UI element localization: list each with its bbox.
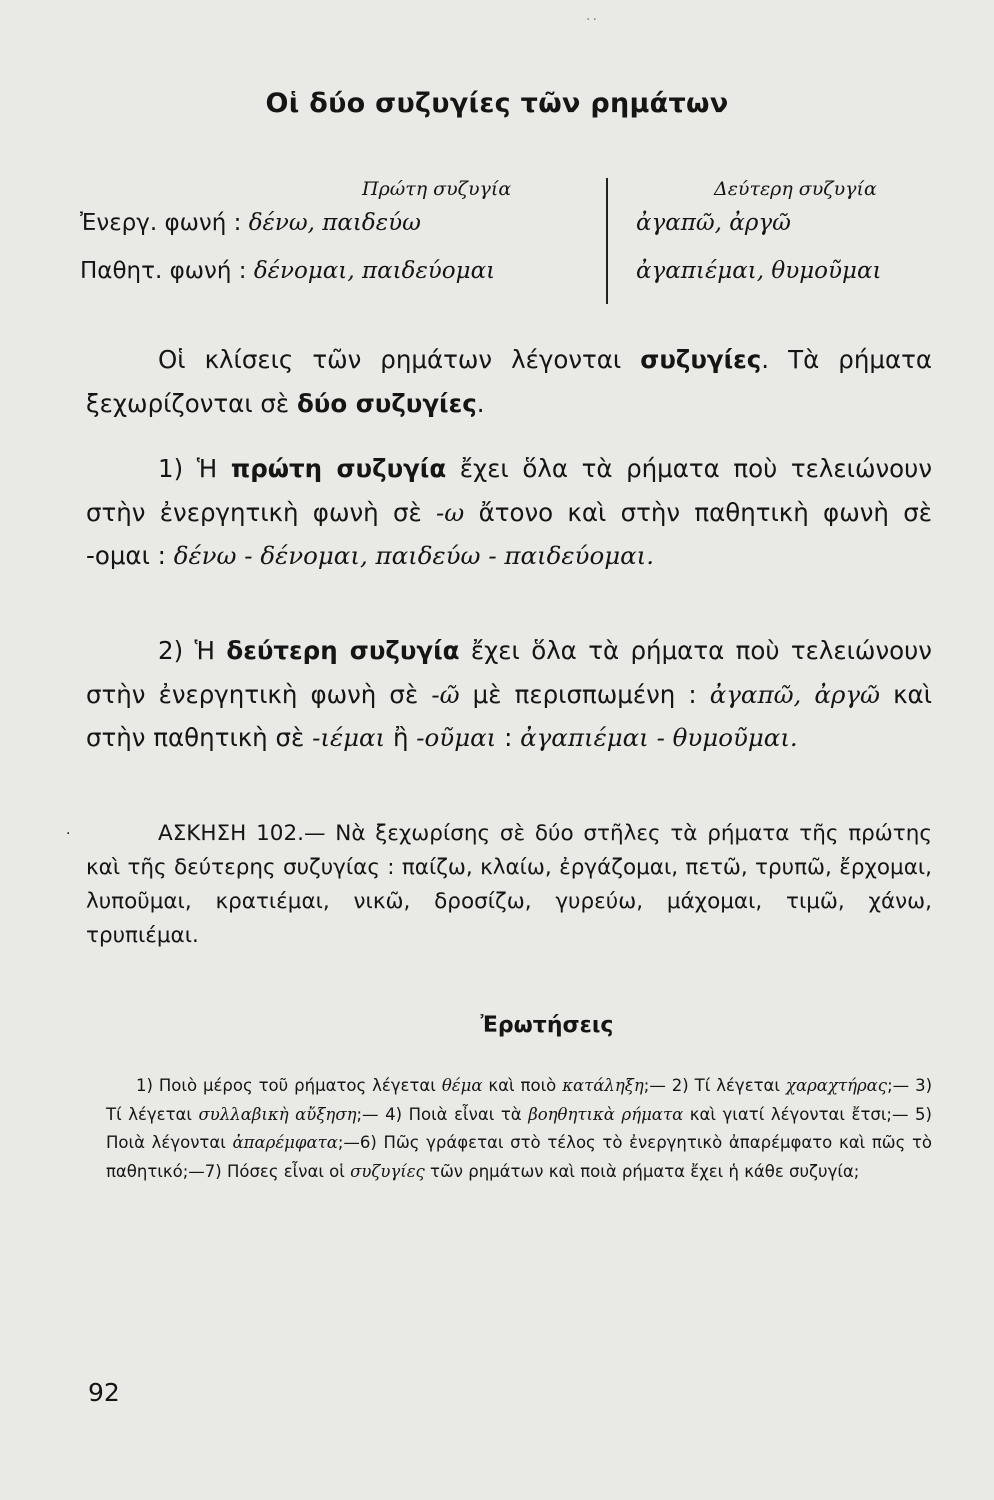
term-two-conjugations: δύο συζυγίες [296, 388, 477, 418]
conjugation-table [80, 178, 940, 308]
page-number: 92 [88, 1378, 120, 1407]
page-title: Οἱ δύο συζυγίες τῶν ρημάτων [265, 88, 729, 119]
exercise-text: — Νὰ ξεχωρίσης σὲ δύο στῆλες τὰ ρήματα τῆς πρώτης καὶ τῆς δεύτερης συζυγίας : παίζω, κλαίω, ἐργάζομαι, πετῶ, τρυπῶ, ἔρχομαι, λυποῦμαι, κρατιέμαι, νικῶ, δροσίζω, γυρεύω, μάχομαι, τιμῶ, χάνω, τρυπιέμαι. [86, 821, 933, 948]
intro-paragraph: Οἱ κλίσεις τῶν ρημάτων λέγονται συζυγίες. Τὰ ρήματα ξεχωρίζονται σὲ δύο συζυγίες. [86, 345, 932, 418]
term-first-conjugation: πρώτη συζυγία [230, 454, 447, 483]
row-passive [80, 258, 495, 284]
term-second-conjugation: δεύτερη συζυγία [226, 636, 460, 665]
term-conjugations: συζυγίες [640, 345, 762, 374]
active-first-examples: δένω, παιδεύω [248, 210, 421, 236]
rule-second-conjugation: 2) Ἡ δεύτερη συζυγία ἔχει ὅλα τὰ ρήματα ποὺ τελειώνουν στὴν ἐνεργητικὴ φωνὴ σὲ -ῶ μὲ περισπωμένη : ἀγαπῶ, ἀργῶ καὶ στὴν παθητικὴ σὲ -ιέμαι ἢ -οῦμαι : ἀγαπιέμαι - θυμοῦμαι. [86, 636, 932, 752]
second-conjugation-examples: ἀγαπιέμαι - θυμοῦμαι. [520, 723, 798, 752]
first-conjugation-examples: δένω - δένομαι, παιδεύω - παιδεύομαι. [173, 541, 655, 570]
col-header-first-conjugation: Πρώτη συζυγία [362, 178, 512, 200]
exercise-label: ΑΣΚΗΣΗ 102. [158, 821, 304, 846]
questions-heading: Ἐρωτήσεις [480, 1013, 614, 1038]
page-top-mark: .. [586, 8, 599, 24]
active-second-examples: ἀγαπῶ, ἀργῶ [636, 210, 791, 236]
passive-label: Παθητ. φωνή : [80, 258, 247, 284]
passive-first-examples: δένομαι, παιδεύομαι [253, 258, 496, 284]
row-active [80, 210, 421, 236]
questions-list: 1) Ποιὸ μέρος τοῦ ρήματος λέγεται θέμα καὶ ποιὸ κατάληξη;— 2) Τί λέγεται χαραχτήρας;— 3) Τί λέγεται συλλαβικὴ αὔξηση;— 4) Ποιὰ εἶναι τὰ βοηθητικὰ ρήματα καὶ γιατί λέγονται ἔτσι;— 5) Ποιὰ λέγονται ἀπαρέμφατα;—6) Πῶς γράφεται στὸ τέλος τὸ ἐνεργητικὸ ἀπαρέμφατο καὶ πῶς τὸ παθητικό;—7) Πόσες εἶναι οἱ συζυγίες τῶν ρημάτων καὶ ποιὰ ρήματα ἔχει ἡ κάθε συζυγία; [106, 1076, 933, 1181]
passive-second-examples: ἀγαπιέμαι, θυμοῦμαι [636, 258, 882, 284]
active-label: Ἐνεργ. φωνή : [80, 210, 242, 236]
col-header-second-conjugation: Δεύτερη συζυγία [714, 178, 877, 200]
exercise-bullet: · [66, 826, 71, 842]
exercise-102 [86, 817, 932, 953]
rule-first-conjugation: 1) Ἡ πρώτη συζυγία ἔχει ὅλα τὰ ρήματα ποὺ τελειώνουν στὴν ἐνεργητικὴ φωνὴ σὲ -ω ἄτονο καὶ στὴν παθητικὴ φωνὴ σὲ -ομαι : δένω - δένομαι, παιδεύω - παιδεύομαι. [86, 454, 932, 570]
table-divider [606, 178, 608, 304]
